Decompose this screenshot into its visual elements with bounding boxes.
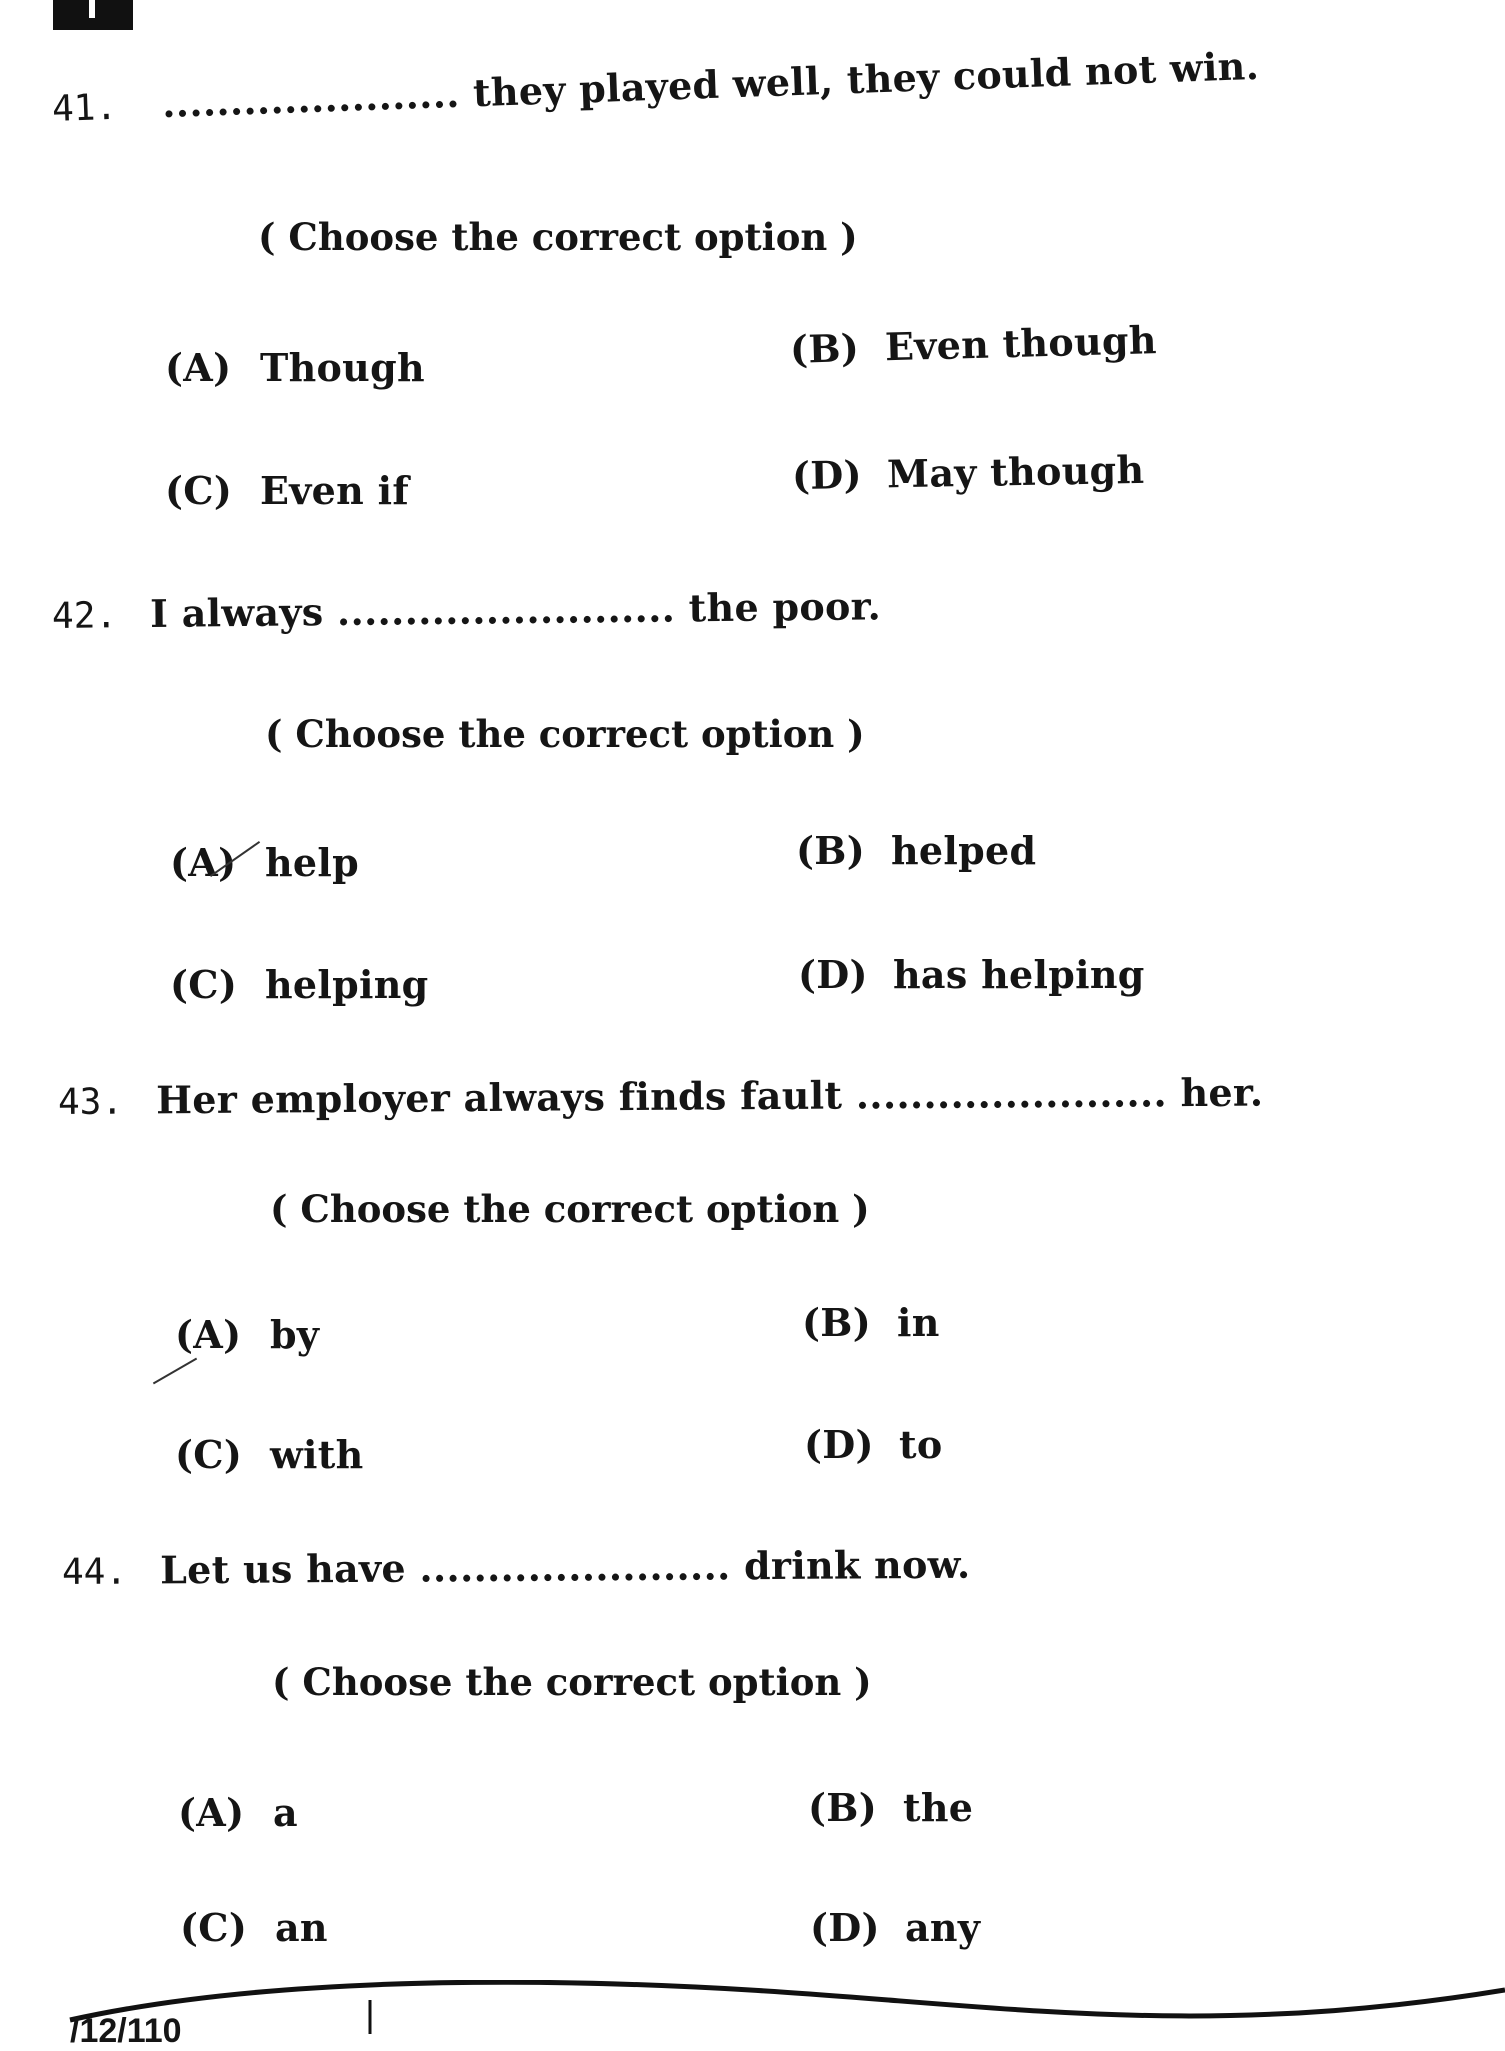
option-label: (D)	[804, 1422, 874, 1467]
question-text: ...................... they played well, they could not win.	[161, 42, 1260, 127]
option-label: (D)	[798, 952, 868, 997]
option-text: help	[265, 840, 360, 885]
option-label: (A)	[175, 1312, 242, 1357]
option-d[interactable]	[798, 952, 1145, 997]
option-b[interactable]	[802, 1300, 940, 1345]
question-number: 44.	[61, 1551, 128, 1593]
option-text: May though	[886, 446, 1145, 497]
option-c[interactable]	[170, 962, 429, 1007]
footer-code: /12/110	[70, 2012, 182, 2050]
option-text: Though	[260, 345, 425, 390]
question-number: 42.	[51, 595, 118, 637]
instruction: ( Choose the correct option )	[272, 1660, 872, 1704]
option-label: (C)	[165, 468, 233, 513]
option-label: (D)	[791, 451, 863, 499]
option-label: (A)	[170, 840, 237, 885]
instruction: ( Choose the correct option )	[258, 215, 858, 259]
option-text: Even though	[884, 317, 1158, 370]
option-label: (B)	[796, 828, 865, 873]
question-text: I always ......................... the poor.	[149, 583, 882, 636]
option-b[interactable]	[796, 828, 1036, 873]
option-c[interactable]	[175, 1432, 364, 1477]
option-b[interactable]	[808, 1785, 973, 1830]
option-label: (C)	[170, 962, 238, 1007]
option-text: in	[897, 1300, 940, 1345]
option-d[interactable]	[804, 1422, 943, 1467]
option-text: Even if	[260, 468, 409, 513]
option-text: a	[273, 1790, 298, 1835]
option-c[interactable]	[165, 468, 409, 513]
option-b[interactable]	[789, 317, 1157, 372]
option-label: (A)	[178, 1790, 245, 1835]
option-text: to	[899, 1422, 943, 1467]
question-number: 43.	[57, 1081, 124, 1123]
option-label: (C)	[175, 1432, 243, 1477]
option-label: (A)	[165, 345, 232, 390]
page-marker-box	[53, 0, 133, 30]
question-number: 41.	[51, 86, 118, 130]
question-44	[62, 1542, 971, 1593]
option-c[interactable]	[180, 1905, 328, 1950]
footer-curve	[0, 1980, 1505, 2034]
option-label: (D)	[810, 1905, 880, 1950]
option-text: with	[270, 1432, 364, 1477]
option-text: has helping	[893, 952, 1145, 997]
question-41	[51, 43, 1260, 130]
question-42	[52, 583, 881, 637]
question-43	[58, 1070, 1264, 1123]
option-text: the	[903, 1785, 974, 1830]
instruction: ( Choose the correct option )	[265, 712, 865, 756]
option-a[interactable]	[175, 1312, 319, 1357]
option-d[interactable]	[810, 1905, 980, 1950]
option-text: helping	[265, 962, 429, 1007]
option-a[interactable]	[165, 345, 425, 390]
option-label: (C)	[180, 1905, 248, 1950]
option-label: (B)	[789, 325, 860, 372]
option-d[interactable]	[792, 447, 1145, 498]
option-a[interactable]	[178, 1790, 298, 1835]
option-a[interactable]	[170, 840, 359, 885]
option-text: by	[270, 1312, 320, 1357]
option-text: any	[905, 1905, 981, 1950]
option-text: an	[275, 1905, 328, 1950]
option-text: helped	[891, 828, 1037, 873]
tick-mark	[153, 1358, 197, 1385]
question-text: Let us have ....................... drink now.	[159, 1541, 971, 1593]
option-label: (B)	[802, 1300, 871, 1345]
instruction: ( Choose the correct option )	[270, 1187, 870, 1231]
option-label: (B)	[808, 1785, 877, 1830]
question-text: Her employer always finds fault ....................... her.	[155, 1069, 1264, 1123]
